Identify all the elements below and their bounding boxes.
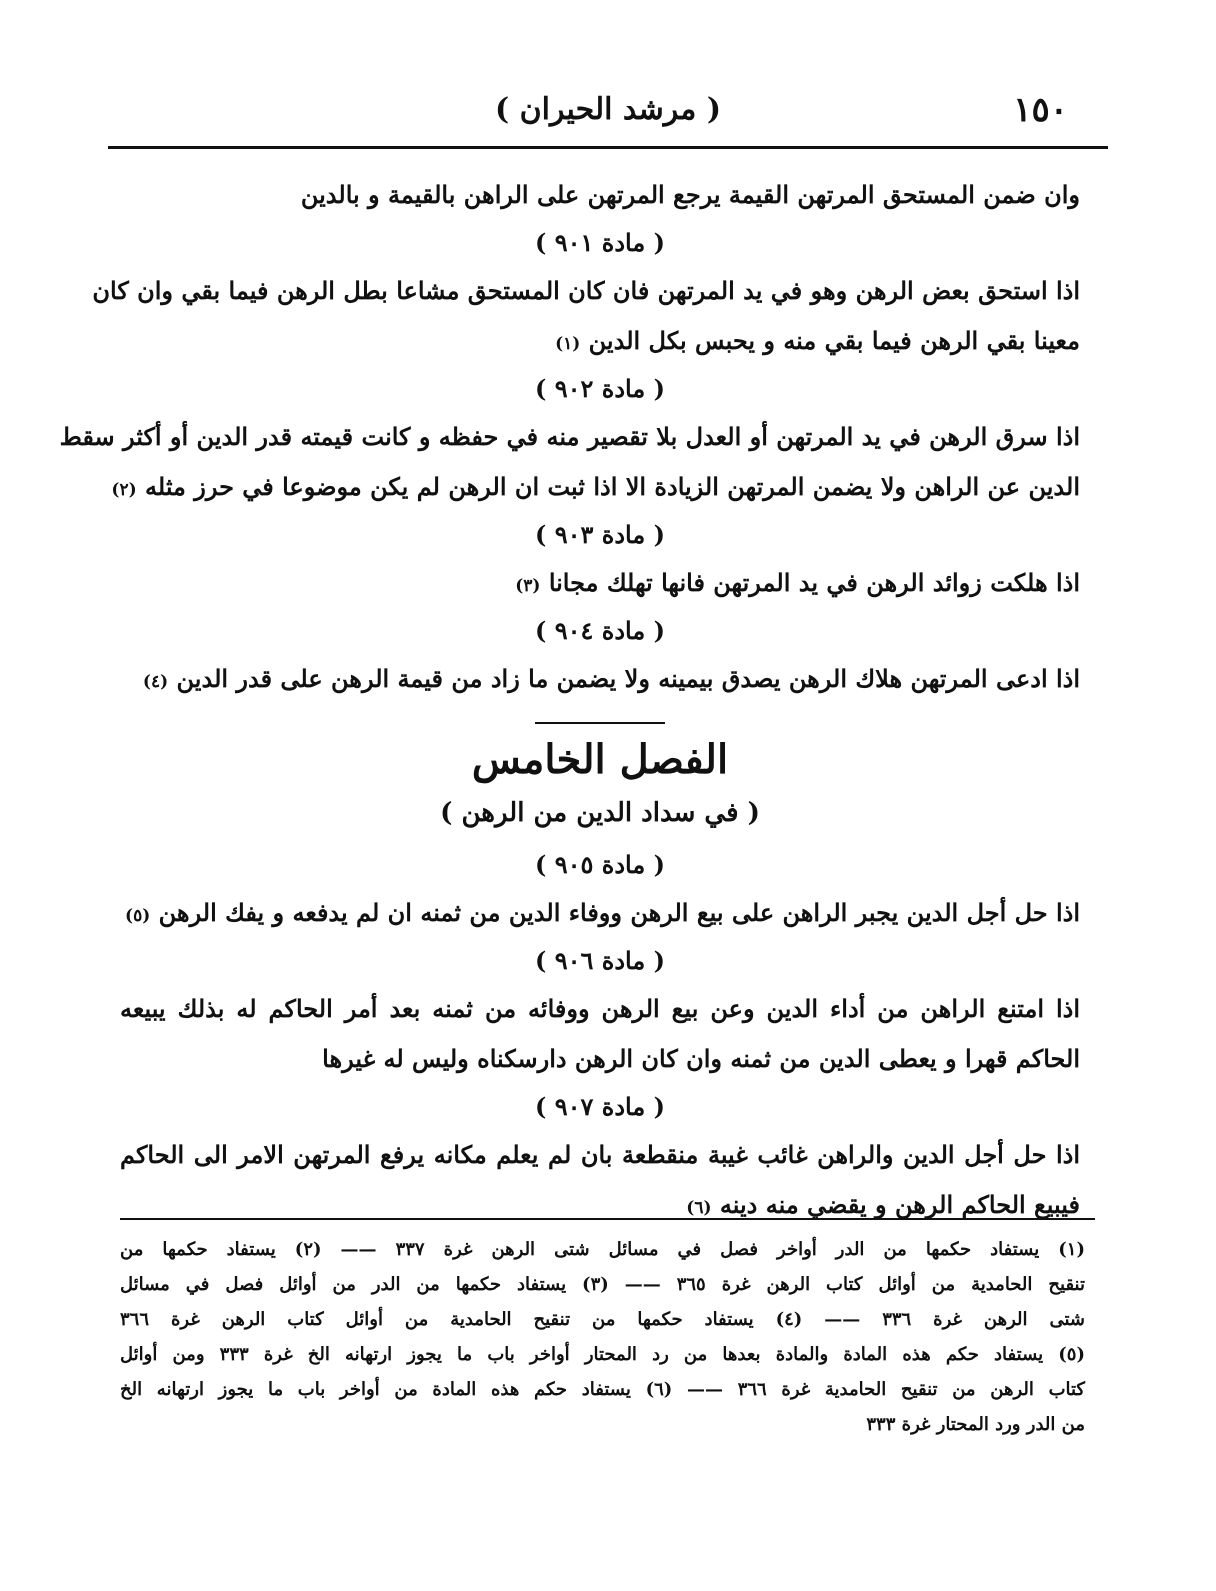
main-text xyxy=(59,170,1080,1230)
article-902-line-2 xyxy=(111,462,1080,512)
footnote-line-5: كتاب الرهن من تنقيح الحامدية غرة ٣٦٦ —— (٦) يستفاد حكم هذه المادة من أواخر باب ما يجوز ارتهانه الخ xyxy=(120,1379,1085,1400)
intro-line: وان ضمن المستحق المرتهن القيمة يرجع المرتهن على الراهن بالقيمة و بالدين xyxy=(300,180,1080,209)
article-904-line-1-text: اذا ادعى المرتهن هلاك الرهن يصدق بيمينه ولا يضمن ما زاد من قيمة الرهن على قدر الدين xyxy=(176,664,1080,693)
article-906-line-1: اذا امتنع الراهن من أداء الدين وعن بيع الرهن ووفائه من ثمنه بعد أمر الحاكم له بذلك يبيعه xyxy=(120,994,1080,1023)
footnote-line-4: (٥) يستفاد حكم هذه المادة والمادة بعدها من رد المحتار أواخر باب ما يجوز ارتهانه الخ غرة ٣٣٣ ومن أوائل xyxy=(120,1344,1085,1365)
article-901-line-2 xyxy=(120,316,1080,366)
footnote-ref-5: (٥) xyxy=(125,906,151,926)
article-905-line-1 xyxy=(120,888,1080,938)
footnote-line-3: شتى الرهن غرة ٣٣٦ —— (٤) يستفاد حكمها من تنقيح الحامدية من أوائل كتاب الرهن غرة ٣٦٦ xyxy=(120,1309,1085,1330)
section-divider xyxy=(535,722,665,724)
page-header xyxy=(108,88,1108,132)
article-904-line-1 xyxy=(120,654,1080,704)
article-heading-907: ( مادة ٩٠٧ ) xyxy=(535,1092,665,1121)
article-heading-905: ( مادة ٩٠٥ ) xyxy=(535,850,665,879)
section-title: الفصل الخامس xyxy=(471,736,729,783)
article-heading-901: ( مادة ٩٠١ ) xyxy=(535,228,665,257)
running-title: ( مرشد الحيران ) xyxy=(494,92,722,127)
footnote-ref-1: (١) xyxy=(555,334,581,354)
footnote-ref-2: (٢) xyxy=(111,480,137,500)
article-heading-904: ( مادة ٩٠٤ ) xyxy=(535,616,665,645)
section-subtitle: ( في سداد الدين من الرهن ) xyxy=(440,798,760,828)
footnote-rule xyxy=(120,1218,1095,1220)
article-907-line-2-text: فيبيع الحاكم الرهن و يقضي منه دينه xyxy=(719,1190,1080,1219)
article-heading-906: ( مادة ٩٠٦ ) xyxy=(535,946,665,975)
page-number: ١٥٠ xyxy=(1013,90,1068,130)
article-901-line-2-text: معينا بقي الرهن فيما بقي منه و يحبس بكل الدين xyxy=(588,326,1080,355)
article-907-line-2 xyxy=(120,1180,1080,1230)
header-rule xyxy=(108,146,1108,149)
article-heading-902: ( مادة ٩٠٢ ) xyxy=(535,374,665,403)
article-903-line-1 xyxy=(120,558,1080,608)
article-901-line-1: اذا استحق بعض الرهن وهو في يد المرتهن فان كان المستحق مشاعا بطل الرهن فيما بقي وان كان xyxy=(92,276,1080,305)
footnote-ref-6: (٦) xyxy=(686,1198,712,1218)
article-902-line-1: اذا سرق الرهن في يد المرتهن أو العدل بلا تقصير منه في حفظه و كانت قيمته قدر الدين أو أكثر سقط xyxy=(59,422,1080,451)
footnote-ref-3: (٣) xyxy=(515,576,541,596)
article-903-line-1-text: اذا هلكت زوائد الرهن في يد المرتهن فانها تهلك مجانا xyxy=(548,568,1080,597)
footnote-ref-4: (٤) xyxy=(142,672,169,692)
footnote-line-2: تنقيح الحامدية من أوائل كتاب الرهن غرة ٣٦٥ —— (٣) يستفاد حكمها من الدر من أوائل فصل في مسائل xyxy=(120,1274,1085,1295)
article-906-line-2: الحاكم قهرا و يعطى الدين من ثمنه وان كان الرهن دارسكناه وليس له غيرها xyxy=(322,1044,1080,1073)
article-907-line-1: اذا حل أجل الدين والراهن غائب غيبة منقطعة بان لم يعلم مكانه يرفع المرتهن الامر الى الحاكم xyxy=(120,1140,1080,1169)
article-heading-903: ( مادة ٩٠٣ ) xyxy=(535,520,665,549)
footnote-line-6: من الدر ورد المحتار غرة ٣٣٣ xyxy=(866,1414,1085,1435)
article-902-line-2-text: الدين عن الراهن ولا يضمن المرتهن الزيادة الا اذا ثبت ان الرهن لم يكن موضوعا في حرز مثله xyxy=(145,472,1080,501)
footnote-line-1: (١) يستفاد حكمها من الدر أواخر فصل في مسائل شتى الرهن غرة ٣٣٧ —— (٢) يستفاد حكمها من xyxy=(120,1239,1085,1260)
article-905-line-1-text: اذا حل أجل الدين يجبر الراهن على بيع الرهن ووفاء الدين من ثمنه ان لم يدفعه و يفك الرهن xyxy=(158,898,1080,927)
footnotes xyxy=(120,1232,1085,1442)
